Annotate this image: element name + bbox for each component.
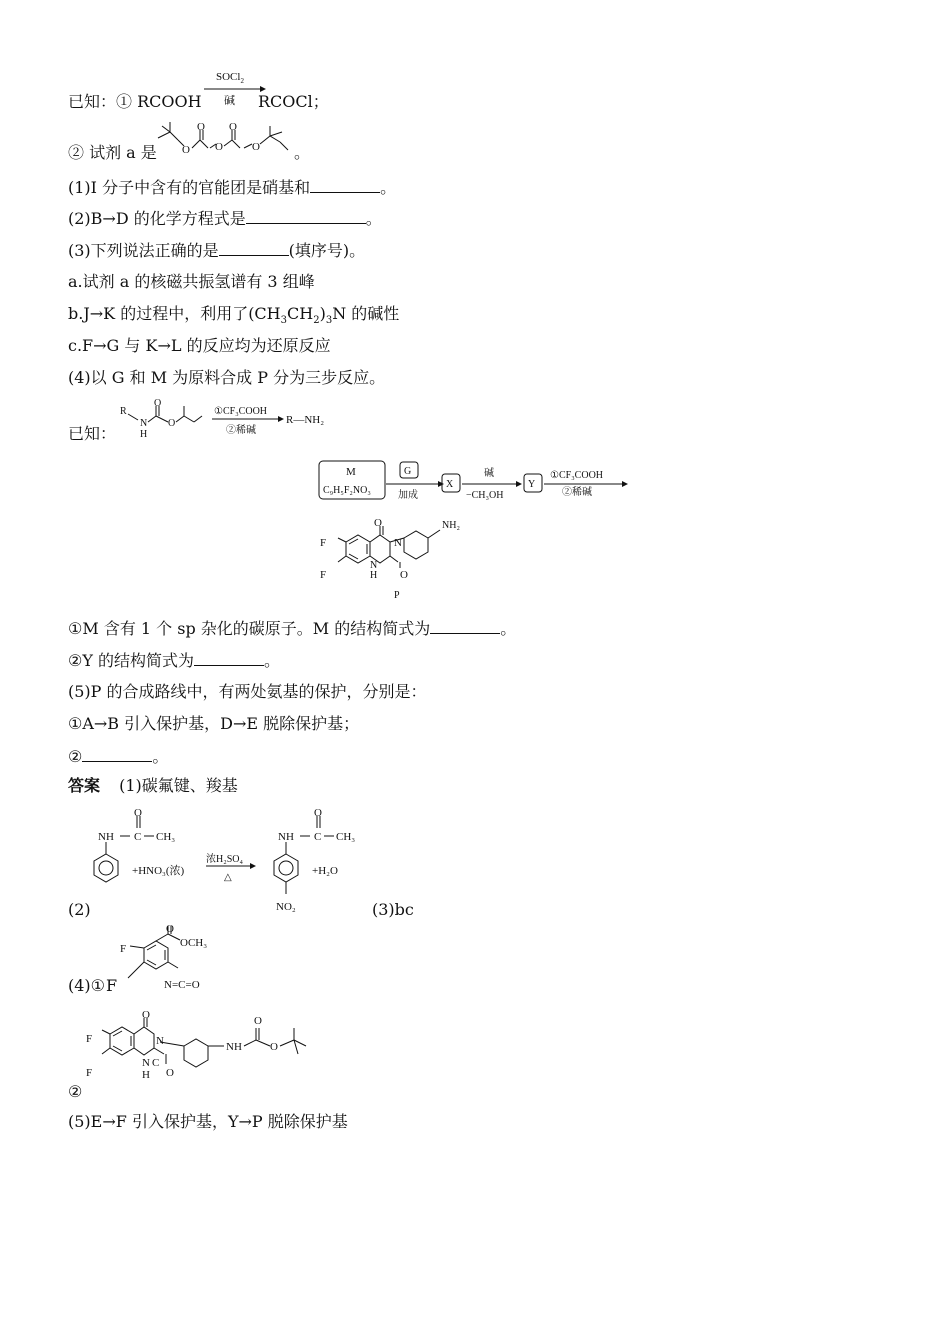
oxygen-label: O (374, 517, 382, 529)
hydrogen-label: H (140, 429, 148, 440)
question-2 (68, 208, 382, 229)
arrow-below-text: 碱 (224, 95, 235, 107)
methoxy-label: OCH₃ (180, 937, 208, 949)
oxygen-label: O (166, 1067, 174, 1079)
arrow-above-text: SOCl$_2$ (216, 71, 244, 85)
arrow-head (516, 481, 522, 487)
nitrogen-label: N (370, 560, 378, 571)
answer-label: 答案 (68, 776, 101, 795)
question-1-end: 。 (380, 178, 397, 197)
question-5-1: ①A→B 引入保护基，D→E 脱除保护基； (68, 714, 360, 733)
g-label: G (404, 466, 412, 477)
oxygen-label: O (197, 121, 205, 133)
nitrogen-label: N (140, 418, 148, 429)
condition-1: ①CF₃COOH (550, 470, 604, 481)
p-label: P (394, 590, 400, 601)
answer-blank (246, 208, 366, 224)
question-2-end: 。 (365, 209, 382, 228)
oxygen-label: O (154, 398, 162, 409)
answer-4-1-label: (4)① (68, 976, 106, 995)
r-group-label: R (120, 406, 127, 417)
nitro-label: NO₂ (276, 901, 296, 913)
answer-3: (3)bc (372, 900, 414, 919)
oxygen-label: O (254, 1015, 262, 1027)
methanol-label: −CH₃OH (466, 490, 504, 501)
condition-2: ②稀碱 (226, 425, 256, 436)
question-3 (68, 240, 365, 261)
nh-label: NH (226, 1041, 242, 1053)
question-3-text: (3)下列说法正确的是 (68, 241, 219, 260)
answer-4-2-structure (84, 1006, 344, 1102)
product-p-structure (318, 516, 478, 602)
fluorine-label: F (86, 1033, 93, 1045)
methyl-label: CH₃ (156, 831, 176, 843)
question-1-text: (1)I 分子中含有的官能团是硝基和 (68, 178, 311, 197)
answer-blank (430, 618, 500, 634)
answer-blank (219, 240, 289, 256)
question-3-end: (填序号)。 (288, 241, 366, 260)
answer-blank (82, 746, 152, 762)
product-amine: R—NH₂ (286, 414, 325, 426)
known-1-product: RCOCl； (258, 92, 329, 111)
reagent-a-structure (152, 120, 312, 160)
condition-bottom: △ (224, 872, 232, 883)
oxygen-label: O (168, 418, 176, 429)
known-2-prefix: ② 试剂 a 是 (68, 143, 157, 162)
nitrogen-label: N (142, 1057, 150, 1069)
question-4: (4)以 G 和 M 为原料合成 P 分为三步反应。 (68, 368, 386, 387)
known-2-suffix: 。 (294, 143, 311, 162)
condition-top: 浓H₂SO₄ (206, 854, 243, 865)
arrow-head (622, 481, 628, 487)
oxygen-label: O (182, 144, 190, 156)
option-c: c.F→G 与 K→L 的反应均为还原反应 (68, 336, 331, 355)
answer-1: (1)碳氟键、羧基 (119, 776, 238, 795)
question-4-2: ②Y 的结构简式为 。 (68, 651, 281, 670)
oxygen-label: O (314, 807, 322, 819)
oxygen-label: O (134, 807, 142, 819)
carbon-label: C (314, 831, 322, 843)
fluorine-label: F (320, 537, 327, 549)
answer-5: (5)E→F 引入保护基，Y→P 脱除保护基 (68, 1112, 348, 1131)
nh-label: NH (278, 831, 294, 843)
answer-2-equation (90, 806, 390, 916)
fluorine-label: F (106, 976, 118, 995)
answer-4-2-label: ② (68, 1082, 83, 1101)
add-label: 加成 (398, 490, 418, 501)
nh-label: NH (98, 831, 114, 843)
arrow-head (278, 416, 284, 422)
water-label: +H₂O (312, 865, 338, 877)
hydrogen-label: H (370, 570, 378, 581)
known-1-prefix: 已知：① RCOOH (68, 92, 202, 111)
option-b: b.J→K 的过程中，利用了$(CH_3CH_2)_3N$ 的碱性 (68, 304, 400, 327)
nitrogen-label: N (394, 537, 402, 549)
known-3-reaction (118, 398, 348, 442)
fluorine-label: F (120, 943, 127, 955)
synthesis-scheme (318, 458, 638, 508)
y-label: Y (528, 479, 536, 490)
answer-header (68, 776, 238, 796)
option-a: a.试剂 a 的核磁共振氢谱有 3 组峰 (68, 272, 315, 291)
arrow-head (250, 863, 256, 869)
oxygen-label: O (400, 569, 408, 581)
question-2-text: (2)B→D 的化学方程式是 (68, 209, 246, 228)
answer-blank (194, 650, 264, 666)
oxygen-label: O (166, 923, 174, 935)
m-formula: C₉H₅F₂NO₃ (323, 485, 371, 496)
fluorine-label: F (320, 569, 327, 581)
x-label: X (446, 479, 454, 490)
hydrogen-label: H (142, 1069, 150, 1081)
methyl-label: CH₃ (336, 831, 356, 843)
oxygen-label: O (215, 141, 223, 153)
known-3-label: 已知： (68, 424, 117, 443)
known-2 (68, 143, 157, 163)
answer-blank (310, 177, 380, 193)
oxygen-label: O (252, 141, 260, 153)
carbon-label: C (152, 1057, 160, 1069)
base-label: 碱 (484, 468, 494, 479)
question-5-2: ② 。 (68, 747, 169, 766)
m-label: M (346, 466, 356, 478)
nitrogen-label: N (156, 1035, 164, 1047)
carbon-label: C (134, 831, 142, 843)
fluorine-label: F (86, 1067, 93, 1079)
arrow-head (438, 481, 444, 487)
isocyanate-label: N=C=O (164, 979, 200, 991)
condition-1: ①CF₃COOH (214, 406, 268, 417)
oxygen-label: O (229, 121, 237, 133)
oxygen-label: O (270, 1041, 278, 1053)
question-4-1: ①M 含有 1 个 sp 杂化的碳原子。M 的结构简式为 。 (68, 619, 517, 638)
answer-4-1-structure (100, 923, 240, 996)
condition-2: ②稀碱 (562, 487, 592, 498)
answer-2-label: (2) (68, 900, 91, 919)
reagent-label: +HNO₃(浓) (132, 865, 185, 877)
amino-label: NH₂ (442, 520, 460, 531)
oxygen-label: O (142, 1009, 150, 1021)
question-1 (68, 177, 396, 198)
question-5: (5)P 的合成路线中，有两处氨基的保护，分别是： (68, 682, 427, 701)
known-1 (68, 92, 202, 112)
